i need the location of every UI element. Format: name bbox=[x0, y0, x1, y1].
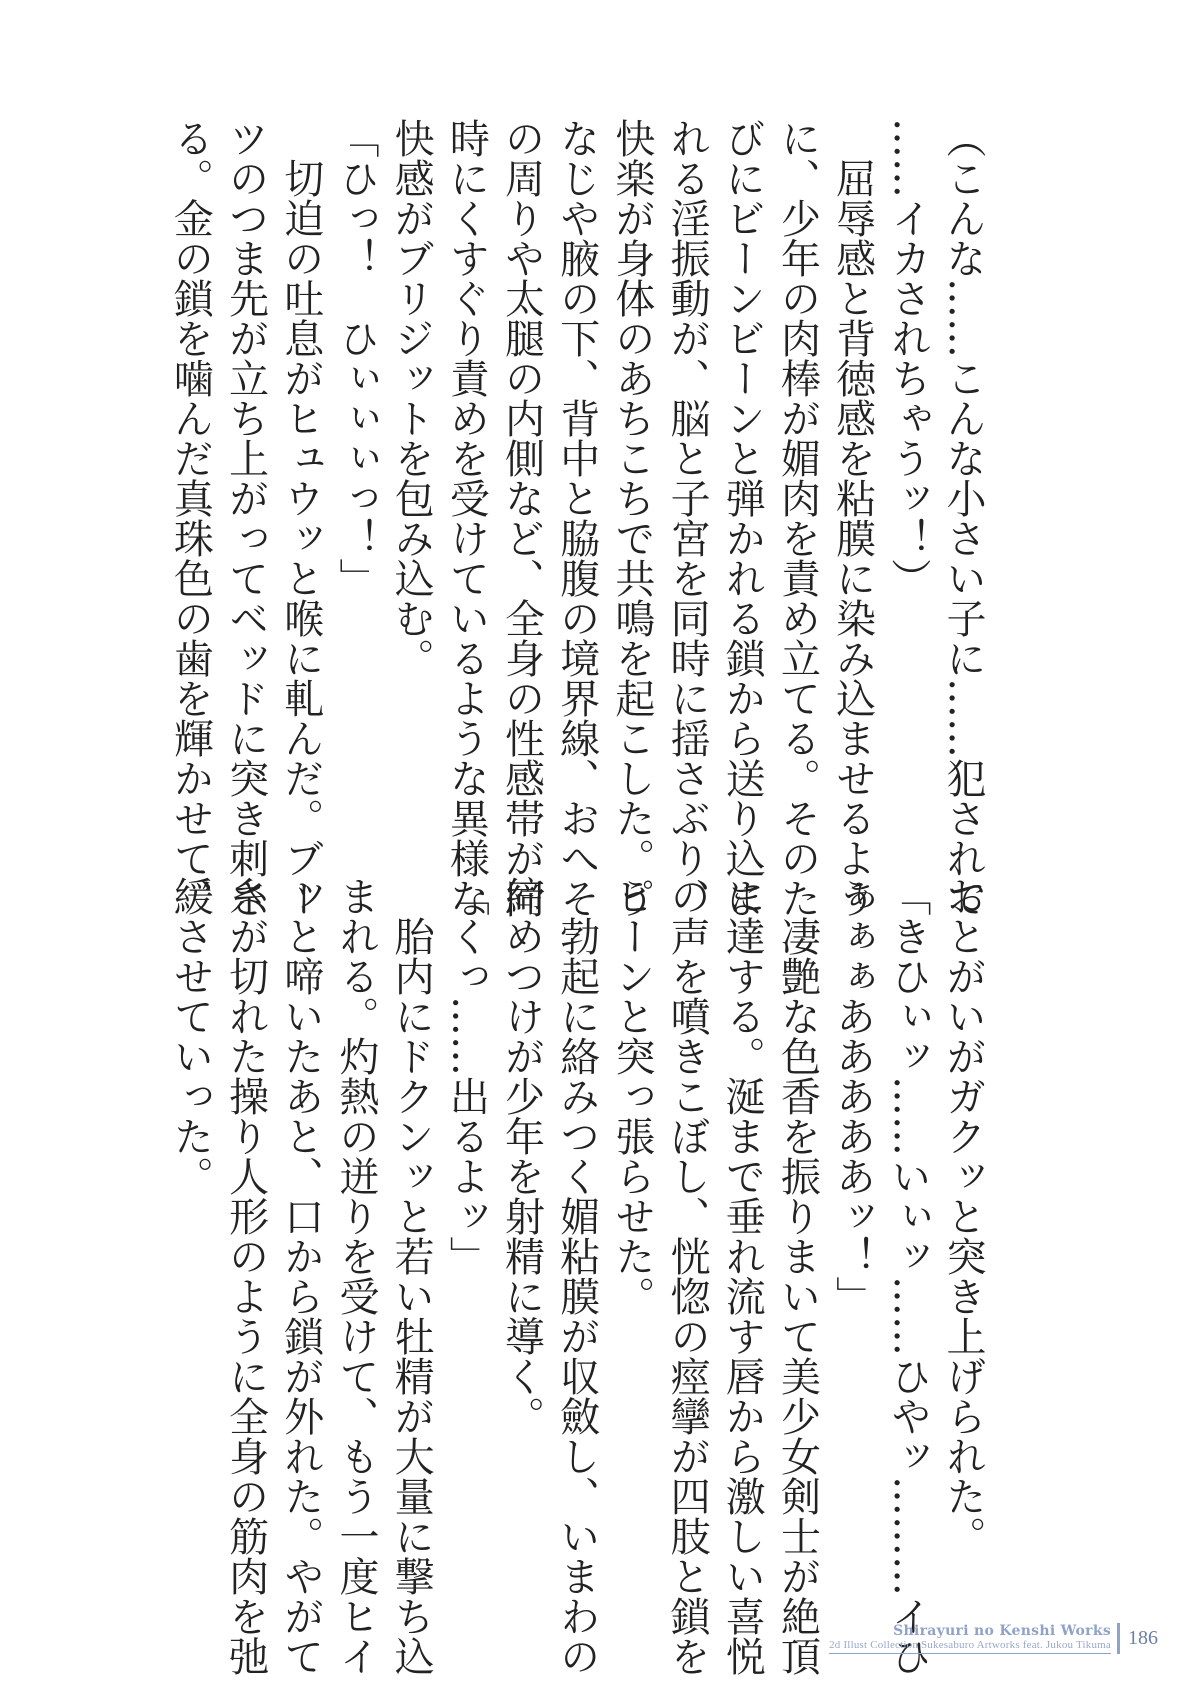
text-line: （こんな……こんな小さい子に……犯されて bbox=[940, 118, 986, 918]
text-line: 屈辱感と背徳感を粘膜に染み込ませるよう bbox=[829, 118, 876, 918]
text-line: ぁぁぁあああああッ！」 bbox=[829, 876, 876, 1316]
text-line: の声を噴きこぼし、恍惚の痙攣が四肢と鎖を bbox=[664, 876, 711, 1676]
text-line: の周りや太腿の内側など、全身の性感帯が同 bbox=[498, 118, 545, 918]
text-line: まれる。灼熱の迸りを受けて、もう一度ヒイ bbox=[332, 876, 379, 1676]
text-line: 切迫の吐息がヒュウッと喉に軋んだ。ブー bbox=[277, 118, 324, 918]
page-number: 186 bbox=[1128, 1627, 1158, 1649]
text-line: 「ひっ！ ひぃぃぃっ！」 bbox=[332, 118, 379, 598]
text-line: おとがいがガクッと突き上げられた。 bbox=[940, 876, 986, 1556]
text-line: 快楽が身体のあちこちで共鳴を起こした。う bbox=[608, 118, 655, 918]
text-line: る。金の鎖を噛んだ真珠色の歯を輝かせて、 bbox=[167, 118, 214, 918]
footer-subtitle: 2d Illust Collection Sukesaburo Artworks feat. Jukou Tikuma bbox=[829, 1639, 1111, 1651]
text-line: ッと啼いたあと、口から鎖が外れた。やがて bbox=[277, 876, 324, 1676]
text-line: ピーンと突っ張らせた。 bbox=[608, 876, 655, 1316]
text-line: れる淫振動が、脳と子宮を同時に揺さぶり、 bbox=[664, 118, 711, 918]
text-line: 勃起に絡みつく媚粘膜が収斂し、いまわの bbox=[553, 876, 600, 1676]
text-line: 胎内にドクンッと若い牡精が大量に撃ち込 bbox=[388, 876, 435, 1676]
text-line: びにビーンビーンと弾かれる鎖から送り込ま bbox=[719, 118, 766, 918]
text-line: 「くっ……出るよッ」 bbox=[443, 876, 490, 1276]
text-line: に達する。涎まで垂れ流す唇から激しい喜悦 bbox=[719, 876, 766, 1676]
text-line: 時にくすぐり責めを受けているような異様な bbox=[443, 118, 490, 918]
text-line: ……イカされちゃうッ！） bbox=[884, 118, 931, 598]
text-line: ツのつま先が立ち上がってベッドに突き刺さ bbox=[222, 118, 269, 918]
footer-divider bbox=[1117, 1623, 1120, 1654]
text-line: 糸が切れた操り人形のように全身の筋肉を弛 bbox=[222, 876, 269, 1676]
text-block-top bbox=[162, 118, 990, 918]
text-line: 凄艶な色香を振りまいて美少女剣士が絶頂 bbox=[774, 876, 821, 1676]
text-line: 締めつけが少年を射精に導く。 bbox=[498, 876, 545, 1436]
text-line: に、少年の肉棒が媚肉を責め立てる。そのた bbox=[774, 118, 821, 918]
text-line: 快感がブリジットを包み込む。 bbox=[388, 118, 435, 678]
footer-title: Shirayuri no Kenshi Works bbox=[893, 1623, 1111, 1639]
page-footer bbox=[829, 1623, 1158, 1654]
footer-text bbox=[829, 1623, 1111, 1654]
text-line: なじや腋の下、背中と脇腹の境界線、おへそ bbox=[553, 118, 600, 918]
text-line: 「きひぃッ……いぃッ……ひやッ………イひ bbox=[884, 876, 931, 1676]
text-line: 緩させていった。 bbox=[167, 876, 214, 1196]
